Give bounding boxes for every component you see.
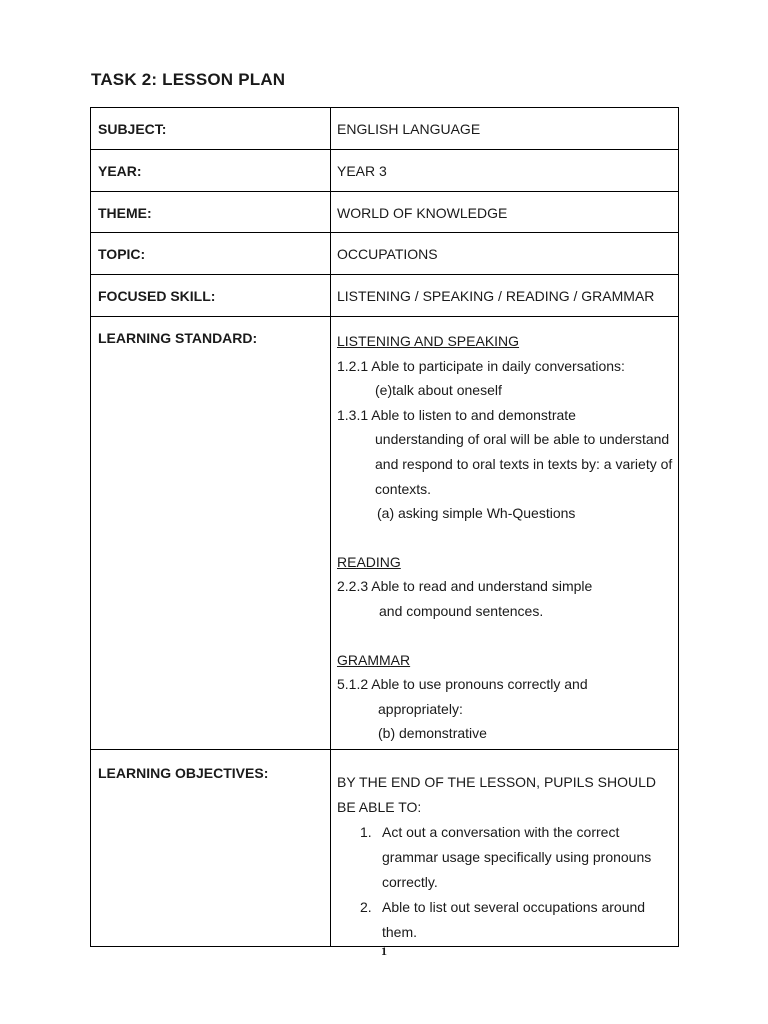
table-row-theme xyxy=(91,192,679,233)
page-title: TASK 2: LESSON PLAN xyxy=(91,70,286,89)
standard-line: 1.3.1 Able to listen to and demonstrate xyxy=(337,406,576,423)
lesson-plan-table xyxy=(90,107,679,947)
focused-skill-value: LISTENING / SPEAKING / READING / GRAMMAR xyxy=(337,288,655,304)
standard-line: 1.2.1 Able to participate in daily conversations: xyxy=(337,357,625,374)
standard-line: (b) demonstrative xyxy=(378,725,487,742)
table-row-subject xyxy=(91,108,679,150)
standard-line: and compound sentences. xyxy=(379,602,544,619)
standard-line: contexts. xyxy=(375,480,432,497)
standard-line: (a) asking simple Wh-Questions xyxy=(377,505,576,522)
year-value: YEAR 3 xyxy=(337,163,387,179)
subject-label: SUBJECT: xyxy=(98,121,167,137)
objectives-intro: BY THE END OF THE LESSON, PUPILS SHOULD xyxy=(337,774,656,790)
focused-skill-label: FOCUSED SKILL: xyxy=(98,288,216,304)
list-item-number: 2. xyxy=(360,899,372,915)
list-item-text: Able to list out several occupations around them. xyxy=(382,899,646,940)
listening-speaking-heading: LISTENING AND SPEAKING xyxy=(337,333,520,349)
theme-value: WORLD OF KNOWLEDGE xyxy=(337,205,508,221)
standard-line: 5.1.2 Able to use pronouns correctly and xyxy=(337,676,588,693)
list-item xyxy=(337,895,678,945)
subject-value: ENGLISH LANGUAGE xyxy=(337,121,481,137)
standard-line: appropriately: xyxy=(378,700,463,717)
year-label: YEAR: xyxy=(98,163,142,179)
table-row-topic xyxy=(91,233,679,275)
grammar-heading: GRAMMAR xyxy=(337,651,411,668)
standard-line: and respond to oral texts in texts by: a variety of xyxy=(375,455,673,472)
learning-objectives-label: LEARNING OBJECTIVES: xyxy=(98,765,269,781)
list-item-text: Act out a conversation with the correct grammar usage specifically using pronouns correctly. xyxy=(382,824,652,890)
table-row-focused-skill xyxy=(91,275,679,317)
objectives-intro: BE ABLE TO: xyxy=(337,799,422,815)
list-item-number: 1. xyxy=(360,824,372,840)
reading-heading: READING xyxy=(337,553,401,570)
list-item xyxy=(337,820,678,895)
standard-line: (e)talk about oneself xyxy=(375,382,502,399)
topic-value: OCCUPATIONS xyxy=(337,246,438,262)
learning-objectives-content xyxy=(331,750,678,945)
page-number: 1 xyxy=(381,944,387,958)
table-row-year xyxy=(91,150,679,192)
standard-line: 2.2.3 Able to read and understand simple xyxy=(337,578,593,595)
learning-standard-label: LEARNING STANDARD: xyxy=(98,330,258,346)
table-row-learning-standard xyxy=(91,317,679,750)
theme-label: THEME: xyxy=(98,205,152,221)
topic-label: TOPIC: xyxy=(98,246,146,262)
standard-line: understanding of oral will be able to understand xyxy=(375,431,670,448)
table-row-learning-objectives xyxy=(91,750,679,947)
learning-standard-content xyxy=(331,317,678,746)
